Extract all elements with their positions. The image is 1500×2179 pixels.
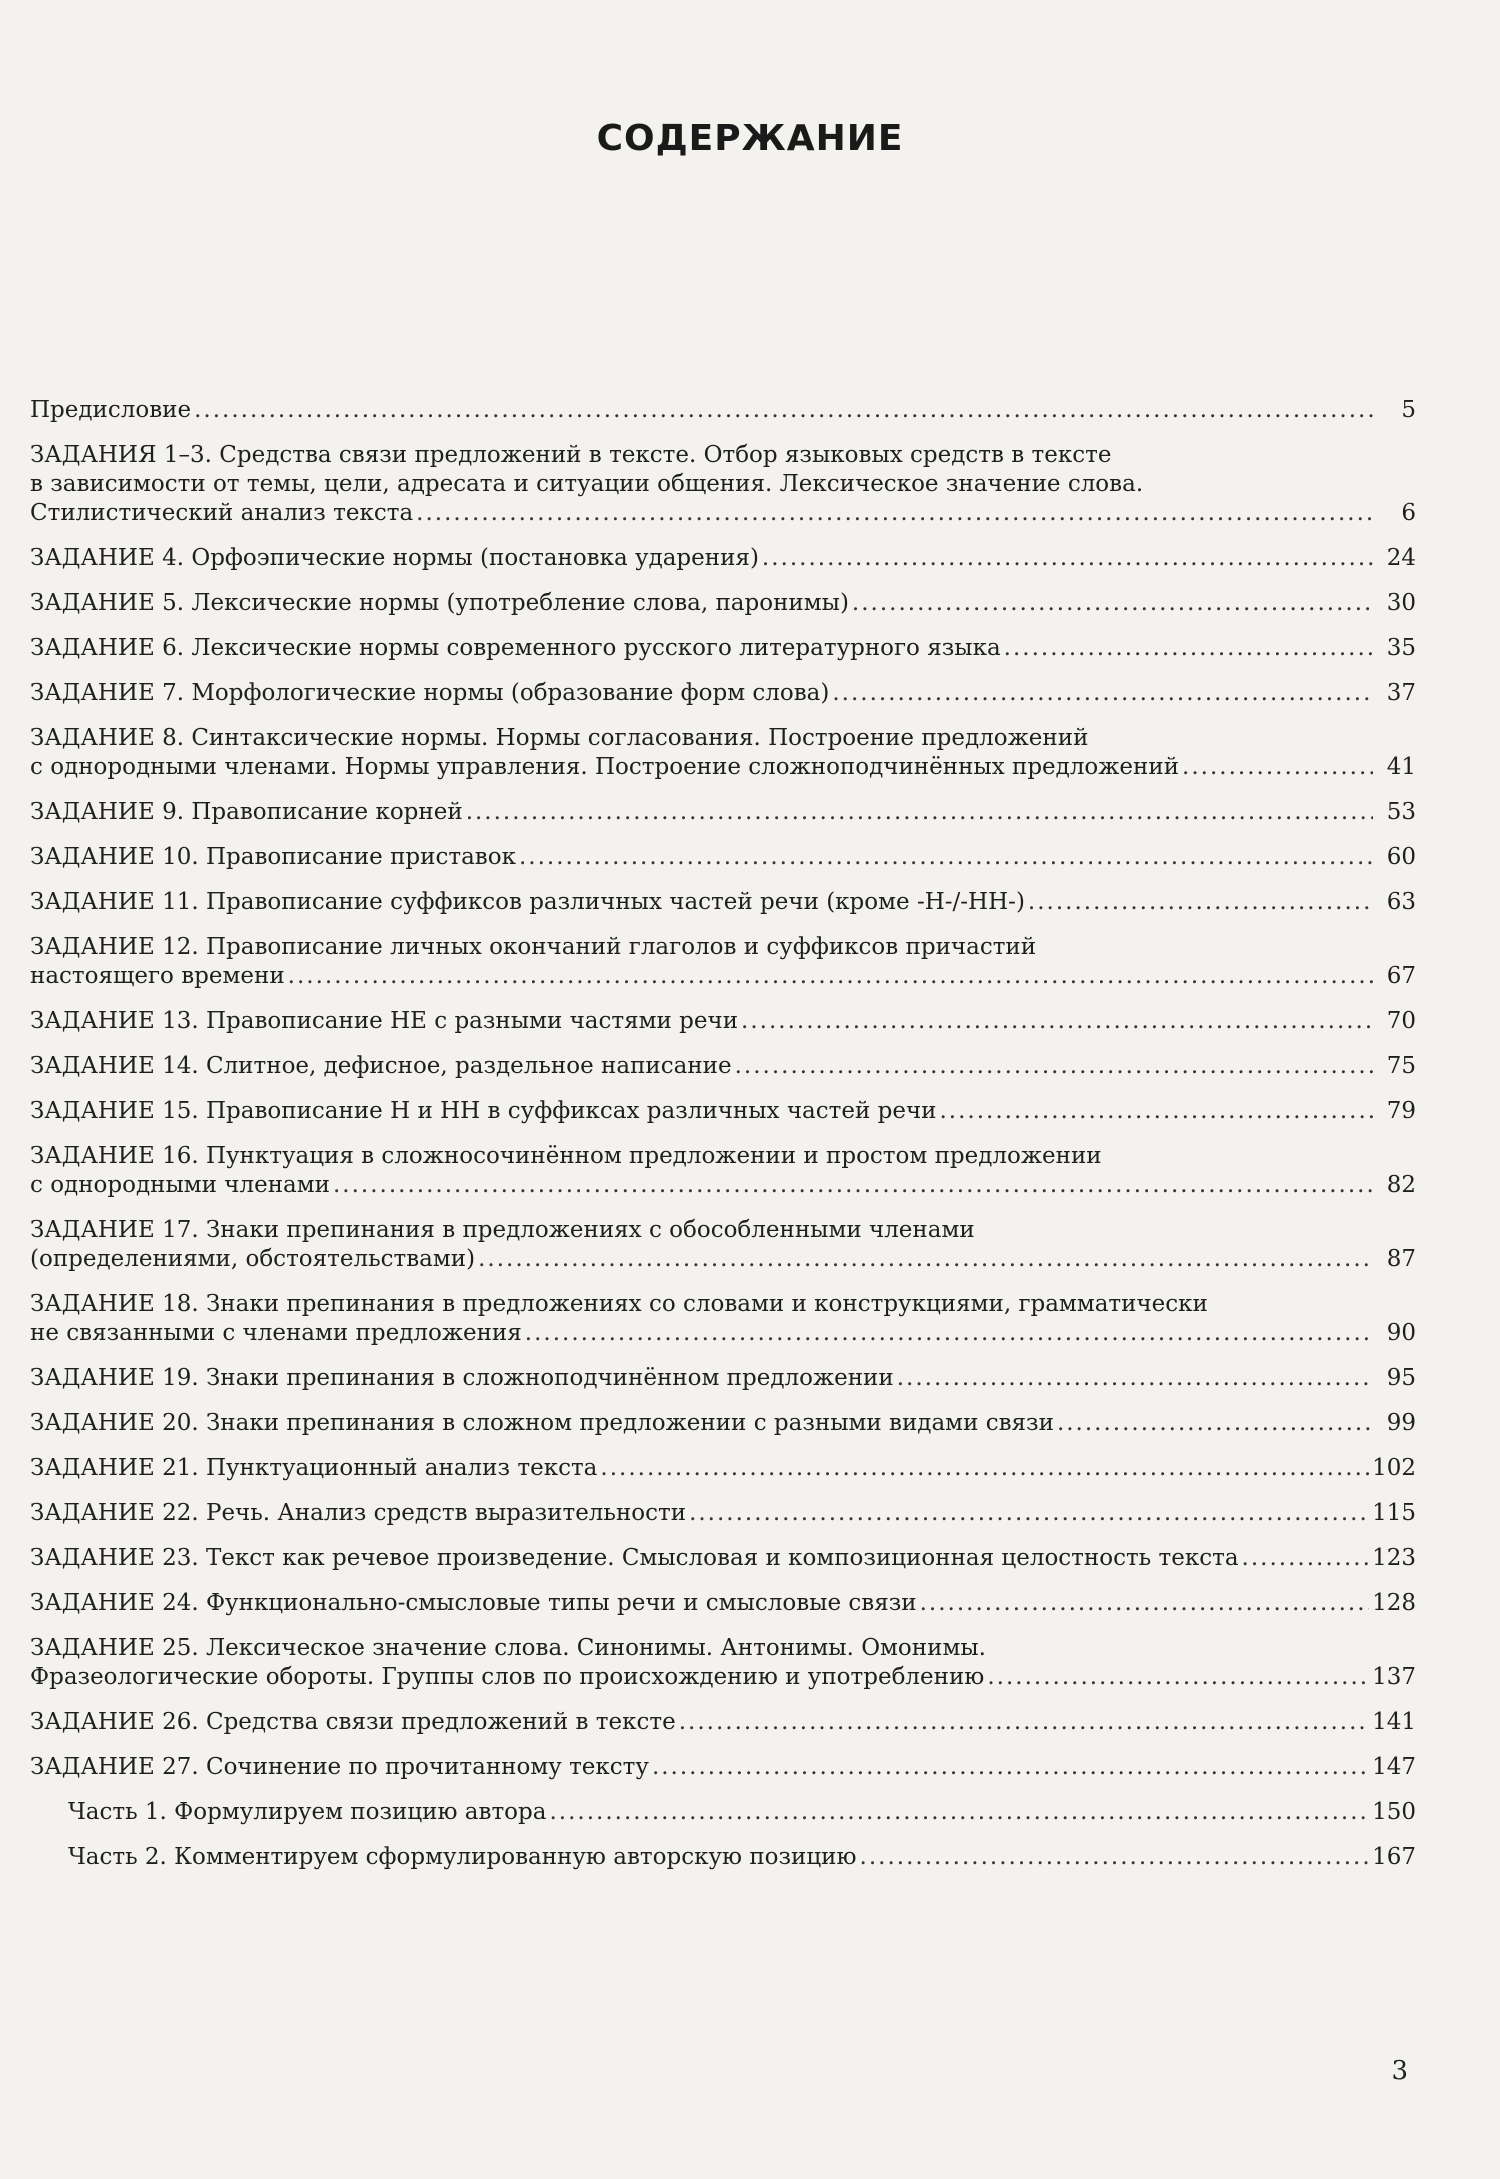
dot-leader (987, 1663, 1369, 1692)
toc-entry-row (30, 888, 1416, 917)
toc-entry (30, 589, 1416, 618)
toc-entry-page: 67 (1386, 963, 1416, 989)
toc-entry-title: с однородными членами. Нормы управления. Построение сложноподчинённых предложений (30, 754, 1180, 780)
toc-entry (30, 1544, 1416, 1573)
toc-entry-page: 90 (1386, 1320, 1416, 1346)
dot-leader (466, 798, 1373, 827)
toc-entry-row (68, 1843, 1416, 1872)
toc-entry-line: ЗАДАНИЕ 12. Правописание личных окончаний глаголов и суффиксов причастий (30, 934, 1037, 960)
dot-leader (679, 1708, 1369, 1737)
toc-entry (30, 843, 1416, 872)
page-number: 3 (1391, 2056, 1408, 2086)
dot-leader (416, 499, 1373, 528)
toc-entry-title: ЗАДАНИЕ 14. Слитное, дефисное, раздельное написание (30, 1053, 732, 1079)
toc-entry-page: 53 (1386, 799, 1416, 825)
toc-entry (30, 396, 1416, 425)
toc-entry-page: 60 (1386, 844, 1416, 870)
toc-entry-title: ЗАДАНИЕ 22. Речь. Анализ средств выразительности (30, 1500, 687, 1526)
toc-entry-page: 70 (1386, 1008, 1416, 1034)
toc-entry-title: Предисловие (30, 397, 192, 423)
toc-entry-page: 82 (1386, 1172, 1416, 1198)
toc-entry-page: 137 (1372, 1664, 1416, 1690)
toc-entry-title: ЗАДАНИЕ 11. Правописание суффиксов различных частей речи (кроме -Н-/-НН-) (30, 889, 1025, 915)
toc-entry-title: Фразеологические обороты. Группы слов по происхождению и употреблению (30, 1664, 985, 1690)
toc-entry (30, 1216, 1416, 1274)
toc-entry-page: 87 (1386, 1246, 1416, 1272)
toc-entry (30, 1409, 1416, 1438)
toc-entry-title: ЗАДАНИЕ 10. Правописание приставок (30, 844, 516, 870)
toc-entry-page: 35 (1386, 635, 1416, 661)
toc-entry (30, 1364, 1416, 1393)
toc-entry-line: ЗАДАНИЕ 18. Знаки препинания в предложениях со словами и конструкциями, грамматически (30, 1291, 1208, 1317)
toc-entry-row (68, 1798, 1416, 1827)
dot-leader (939, 1097, 1373, 1126)
toc-entry-line: ЗАДАНИЕ 25. Лексическое значение слова. Синонимы. Антонимы. Омонимы. (30, 1635, 986, 1661)
toc-entry-row (30, 1097, 1416, 1126)
toc-entry-line: ЗАДАНИЕ 17. Знаки препинания в предложениях с обособленными членами (30, 1217, 975, 1243)
toc-entry-title: не связанными с членами предложения (30, 1320, 522, 1346)
toc-entry-title: ЗАДАНИЕ 6. Лексические нормы современного русского литературного языка (30, 635, 1001, 661)
dot-leader (741, 1007, 1373, 1036)
toc-entry-row (30, 1319, 1416, 1348)
toc-entry (30, 679, 1416, 708)
dot-leader (549, 1798, 1369, 1827)
dot-leader (333, 1171, 1373, 1200)
toc-entry-page: 147 (1372, 1754, 1416, 1780)
toc-entry-title: ЗАДАНИЕ 24. Функционально-смысловые типы речи и смысловые связи (30, 1590, 917, 1616)
dot-leader (897, 1364, 1373, 1393)
toc-entry-title: Часть 1. Формулируем позицию автора (68, 1799, 547, 1825)
dot-leader (288, 962, 1373, 991)
toc-entry-row (30, 679, 1416, 708)
toc-entry-page: 37 (1386, 680, 1416, 706)
toc-entry-page: 123 (1372, 1545, 1416, 1571)
toc-entry-row (30, 1499, 1416, 1528)
toc-entry (30, 1290, 1416, 1348)
toc-entry-page: 95 (1386, 1365, 1416, 1391)
toc-entry-row (30, 499, 1416, 528)
toc-entry (30, 1142, 1416, 1200)
toc-entry-row (30, 798, 1416, 827)
toc-entry (30, 1007, 1416, 1036)
toc-entry-page: 75 (1386, 1053, 1416, 1079)
toc-entry-row (30, 1544, 1416, 1573)
toc-entry-row (30, 1589, 1416, 1618)
toc-entry-page: 167 (1372, 1844, 1416, 1870)
toc-entry (30, 634, 1416, 663)
toc-entry-row (30, 843, 1416, 872)
toc-entry-row (30, 544, 1416, 573)
toc-entry (30, 441, 1416, 528)
toc-entry-title: ЗАДАНИЕ 5. Лексические нормы (употребление слова, паронимы) (30, 590, 849, 616)
toc-entry-title: Часть 2. Комментируем сформулированную авторскую позицию (68, 1844, 857, 1870)
toc-entry-title: ЗАДАНИЕ 20. Знаки препинания в сложном предложении с разными видами связи (30, 1410, 1054, 1436)
toc-entry-title: (определениями, обстоятельствами) (30, 1246, 476, 1272)
toc-entry-row (30, 1753, 1416, 1782)
toc-entry-page: 141 (1372, 1709, 1416, 1735)
toc-entry-title: ЗАДАНИЕ 15. Правописание Н и НН в суффиксах различных частей речи (30, 1098, 937, 1124)
toc-entry-row (30, 1245, 1416, 1274)
toc-entry-page: 30 (1386, 590, 1416, 616)
toc-entry-row (30, 1171, 1416, 1200)
toc-entry-row (30, 1663, 1416, 1692)
toc-entry (30, 1798, 1416, 1827)
toc-entry-row (30, 1364, 1416, 1393)
dot-leader (519, 843, 1373, 872)
toc-entry-line: в зависимости от темы, цели, адресата и ситуации общения. Лексическое значение слова. (30, 471, 1144, 497)
table-of-contents (30, 396, 1416, 1888)
toc-entry (30, 1499, 1416, 1528)
toc-entry-title: с однородными членами (30, 1172, 330, 1198)
toc-entry-page: 24 (1386, 545, 1416, 571)
dot-leader (1182, 753, 1373, 782)
dot-leader (525, 1319, 1373, 1348)
dot-leader (860, 1843, 1370, 1872)
toc-entry-line: ЗАДАНИЯ 1–3. Средства связи предложений в тексте. Отбор языковых средств в тексте (30, 442, 1112, 468)
dot-leader (194, 396, 1373, 425)
toc-entry-title: ЗАДАНИЕ 27. Сочинение по прочитанному тексту (30, 1754, 649, 1780)
toc-entry-page: 99 (1386, 1410, 1416, 1436)
toc-entry (30, 933, 1416, 991)
toc-entry (30, 798, 1416, 827)
toc-entry-page: 63 (1386, 889, 1416, 915)
toc-entry (30, 1634, 1416, 1692)
dot-leader (1242, 1544, 1370, 1573)
dot-leader (1057, 1409, 1373, 1438)
dot-leader (652, 1753, 1369, 1782)
toc-entry-row (30, 962, 1416, 991)
toc-entry-title: ЗАДАНИЕ 26. Средства связи предложений в тексте (30, 1709, 676, 1735)
toc-entry-title: ЗАДАНИЕ 23. Текст как речевое произведение. Смысловая и композиционная целостность текста (30, 1545, 1239, 1571)
toc-entry-title: ЗАДАНИЕ 7. Морфологические нормы (образование форм слова) (30, 680, 830, 706)
toc-entry-row (30, 589, 1416, 618)
dot-leader (852, 589, 1373, 618)
dot-leader (1004, 634, 1373, 663)
toc-entry (30, 1753, 1416, 1782)
toc-entry (30, 1589, 1416, 1618)
page-title: СОДЕРЖАНИЕ (596, 118, 904, 159)
toc-entry (30, 724, 1416, 782)
toc-entry-title: ЗАДАНИЕ 9. Правописание корней (30, 799, 463, 825)
toc-entry-title: ЗАДАНИЕ 4. Орфоэпические нормы (постановка ударения) (30, 545, 759, 571)
dot-leader (600, 1454, 1369, 1483)
toc-entry (30, 1097, 1416, 1126)
toc-entry-row (30, 396, 1416, 425)
toc-entry-page: 128 (1372, 1590, 1416, 1616)
toc-entry-title: ЗАДАНИЕ 13. Правописание НЕ с разными частями речи (30, 1008, 739, 1034)
toc-entry-page: 79 (1386, 1098, 1416, 1124)
toc-entry-line: ЗАДАНИЕ 8. Синтаксические нормы. Нормы согласования. Построение предложений (30, 725, 1089, 751)
toc-entry (30, 1454, 1416, 1483)
toc-entry-title: Стилистический анализ текста (30, 500, 414, 526)
toc-entry-page: 115 (1372, 1500, 1416, 1526)
toc-entry-line: ЗАДАНИЕ 16. Пунктуация в сложносочинённом предложении и простом предложении (30, 1143, 1102, 1169)
toc-entry-row (30, 1454, 1416, 1483)
toc-entry-row (30, 1708, 1416, 1737)
toc-entry-page: 5 (1401, 397, 1416, 423)
toc-entry (30, 1708, 1416, 1737)
toc-entry-row (30, 1052, 1416, 1081)
dot-leader (762, 544, 1373, 573)
toc-entry-title: настоящего времени (30, 963, 285, 989)
toc-entry-row (30, 634, 1416, 663)
toc-entry-page: 102 (1372, 1455, 1416, 1481)
toc-entry-page: 6 (1401, 500, 1416, 526)
dot-leader (832, 679, 1373, 708)
toc-entry-page: 41 (1386, 754, 1416, 780)
toc-entry-row (30, 753, 1416, 782)
dot-leader (920, 1589, 1369, 1618)
toc-entry-row (30, 1409, 1416, 1438)
toc-entry-title: ЗАДАНИЕ 19. Знаки препинания в сложноподчинённом предложении (30, 1365, 894, 1391)
toc-entry-page: 150 (1372, 1799, 1416, 1825)
dot-leader (689, 1499, 1369, 1528)
toc-entry-row (30, 1007, 1416, 1036)
toc-entry (30, 888, 1416, 917)
dot-leader (478, 1245, 1373, 1274)
toc-entry (30, 544, 1416, 573)
toc-entry (30, 1843, 1416, 1872)
dot-leader (1028, 888, 1373, 917)
toc-entry (30, 1052, 1416, 1081)
dot-leader (735, 1052, 1373, 1081)
toc-entry-title: ЗАДАНИЕ 21. Пунктуационный анализ текста (30, 1455, 598, 1481)
